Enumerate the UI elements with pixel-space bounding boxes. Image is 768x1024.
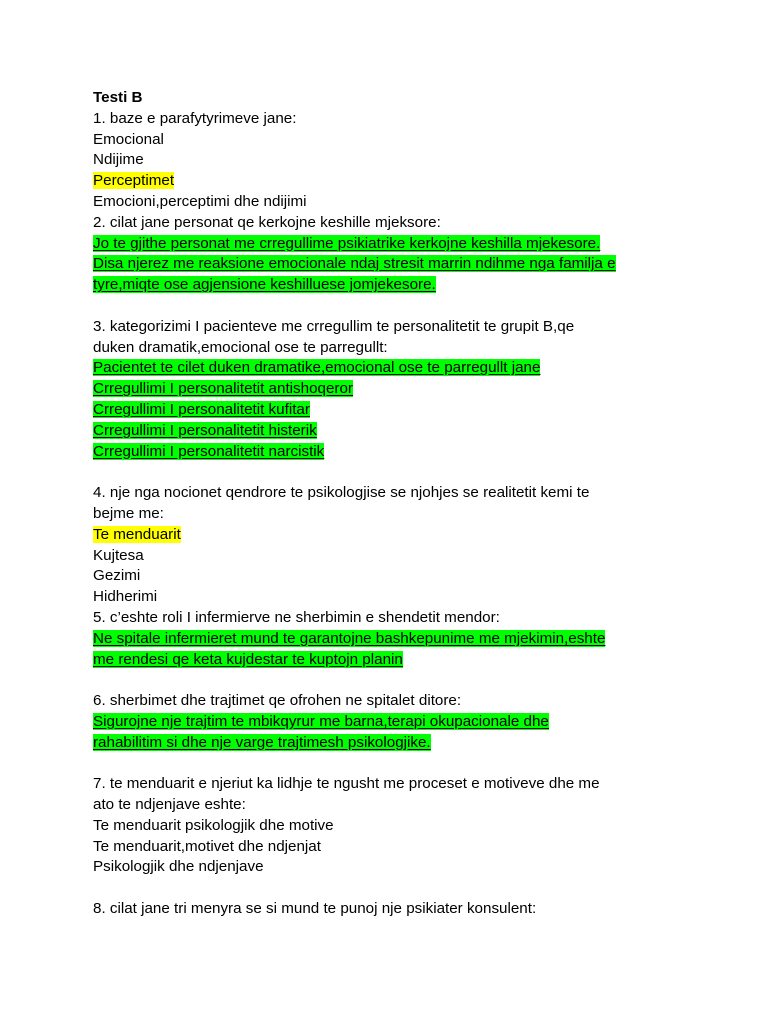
document-title: Testi B bbox=[93, 89, 143, 106]
q4-option: Kujtesa bbox=[93, 546, 144, 564]
q1-option: Emocioni,perceptimi dhe ndijimi bbox=[93, 192, 307, 210]
question-3-line: duken dramatik,emocional ose te parregullt: bbox=[93, 338, 388, 356]
spacer bbox=[93, 296, 728, 317]
question-6: 6. sherbimet dhe trajtimet qe ofrohen ne spitalet ditore: bbox=[93, 692, 462, 710]
q3-answer-line: Crregullimi I personalitetit histerik bbox=[93, 421, 317, 439]
q2-answer-line: Disa njerez me reaksione emocionale ndaj stresit marrin ndihme nga familja e bbox=[93, 255, 616, 273]
q7-option: Te menduarit psikologjik dhe motive bbox=[93, 816, 334, 834]
q3-answer-line: Crregullimi I personalitetit narcistik bbox=[93, 442, 325, 460]
q5-answer-line: Ne spitale infermieret mund te garantojne bashkepunime me mjekimin,eshte bbox=[93, 629, 606, 647]
spacer bbox=[93, 878, 728, 899]
question-5: 5. c’eshte roli I infermierve ne sherbimin e shendetit mendor: bbox=[93, 608, 500, 626]
spacer bbox=[93, 670, 728, 691]
q6-answer-line: Sigurojne nje trajtim te mbikqyrur me barna,terapi okupacionale dhe bbox=[93, 712, 549, 730]
q7-option: Psikologjik dhe ndjenjave bbox=[93, 858, 264, 876]
question-2: 2. cilat jane personat qe kerkojne keshille mjeksore: bbox=[93, 213, 441, 231]
question-7-line: 7. te menduarit e njeriut ka lidhje te ngusht me proceset e motiveve dhe me bbox=[93, 775, 600, 793]
q3-answer-line: Crregullimi I personalitetit antishoqeror bbox=[93, 380, 353, 398]
q2-answer-line: Jo te gjithe personat me crregullime psikiatrike kerkojne keshilla mjekesore. bbox=[93, 234, 601, 252]
question-7-line: ato te ndjenjave eshte: bbox=[93, 796, 246, 814]
question-8: 8. cilat jane tri menyra se si mund te punoj nje psikiater konsulent: bbox=[93, 900, 537, 918]
q2-answer-line: tyre,miqte ose agjensione keshilluese jomjekesore. bbox=[93, 276, 436, 294]
question-4-line: bejme me: bbox=[93, 504, 164, 522]
q4-option: Gezimi bbox=[93, 567, 141, 585]
q6-answer-line: rahabilitim si dhe nje varge trajtimesh psikologjike. bbox=[93, 733, 431, 751]
question-1: 1. baze e parafytyrimeve jane: bbox=[93, 109, 297, 127]
spacer bbox=[93, 462, 728, 483]
q4-option: Hidherimi bbox=[93, 588, 158, 606]
q1-option: Emocional bbox=[93, 130, 164, 148]
q3-answer-line: Pacientet te cilet duken dramatike,emocional ose te parregullt jane bbox=[93, 359, 541, 377]
q4-option-highlighted: Te menduarit bbox=[93, 525, 181, 543]
question-4-line: 4. nje nga nocionet qendrore te psikologjise se njohjes se realitetit kemi te bbox=[93, 484, 590, 502]
q5-answer-line: me rendesi qe keta kujdestar te kuptojn planin bbox=[93, 650, 403, 668]
q1-option-highlighted: Perceptimet bbox=[93, 172, 175, 190]
q3-answer-line: Crregullimi I personalitetit kufitar bbox=[93, 400, 310, 418]
question-3-line: 3. kategorizimi I pacienteve me crregullim te personalitetit te grupit B,qe bbox=[93, 317, 575, 335]
spacer bbox=[93, 754, 728, 775]
q1-option: Ndijime bbox=[93, 151, 144, 169]
q7-option: Te menduarit,motivet dhe ndjenjat bbox=[93, 837, 321, 855]
